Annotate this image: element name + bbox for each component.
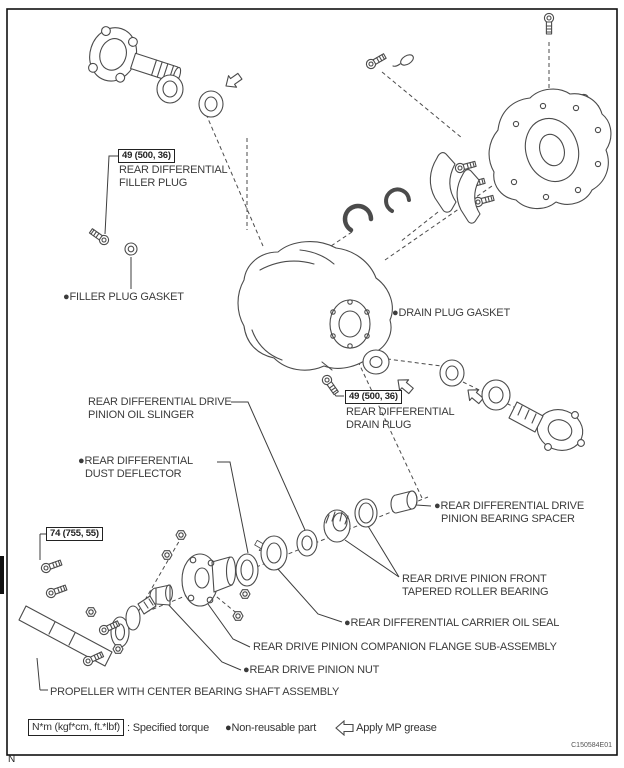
dust-deflector-ring [236, 554, 258, 586]
differential-carrier [238, 242, 392, 371]
label-pinion-bearing-spacer: ●REAR DIFFERENTIAL DRIVE PINION BEARING SPACER [434, 500, 584, 525]
filler-plug-and-gasket [88, 227, 137, 255]
torque-spec-drain-plug: 49 (500, 36) [345, 390, 402, 404]
oil-slinger-ring [297, 530, 317, 556]
apply-grease-arrow-icon [334, 720, 354, 736]
label-front-tapered-roller-bearing: REAR DRIVE PINION FRONT TAPERED ROLLER BEARING [402, 573, 549, 598]
torque-spec-propeller-bolts: 74 (755, 55) [46, 527, 103, 541]
edge-tick [0, 556, 4, 594]
torque-spec-filler-plug: 49 (500, 36) [118, 149, 175, 163]
label-dust-deflector: ●REAR DIFFERENTIAL DUST DEFLECTOR [78, 455, 193, 480]
label-carrier-oil-seal: ●REAR DIFFERENTIAL CARRIER OIL SEAL [344, 617, 560, 629]
carrier-oil-seal-ring [261, 536, 287, 570]
bearing-outer-race [355, 499, 377, 527]
propeller-shaft-assembly [19, 596, 156, 666]
carrier-cover [489, 89, 611, 209]
side-bearing-rings-right [440, 360, 510, 410]
torque-unit-box: N*m (kgf*cm, ft.*lbf) [28, 719, 124, 736]
page-marker: N [8, 754, 16, 765]
label-drain-plug-gasket: ●DRAIN PLUG GASKET [392, 307, 510, 319]
pinion-parts-row [236, 491, 417, 586]
tapered-roller-bearing [324, 510, 350, 542]
label-pinion-oil-slinger: REAR DIFFERENTIAL DRIVE PINION OIL SLINGER [88, 396, 232, 421]
label-pinion-nut: ●REAR DRIVE PINION NUT [243, 664, 380, 676]
label-rear-differential-drain-plug: REAR DIFFERENTIAL DRAIN PLUG [346, 406, 455, 431]
label-filler-plug-gasket: ●FILLER PLUG GASKET [63, 291, 184, 303]
snap-rings [345, 189, 409, 230]
bearing-spacer-cylinder [391, 491, 417, 513]
label-propeller-shaft: PROPELLER WITH CENTER BEARING SHAFT ASSEMBLY [50, 686, 340, 698]
companion-flange [182, 554, 236, 606]
legend-apply-grease: Apply MP grease [356, 721, 437, 734]
legend-specified-torque: : Specified torque [126, 721, 209, 734]
axle-oil-seal-rings [157, 75, 223, 117]
legend-non-reusable: ●Non-reusable part [225, 721, 317, 734]
figure-code: C150584E01 [571, 742, 612, 749]
side-gear-shaft-right [509, 402, 588, 457]
legend [28, 719, 437, 736]
label-companion-flange: REAR DRIVE PINION COMPANION FLANGE SUB-ASSEMBLY [253, 641, 557, 653]
retainer-clip [393, 53, 415, 68]
label-rear-differential-filler-plug: REAR DIFFERENTIAL FILLER PLUG [119, 164, 228, 189]
